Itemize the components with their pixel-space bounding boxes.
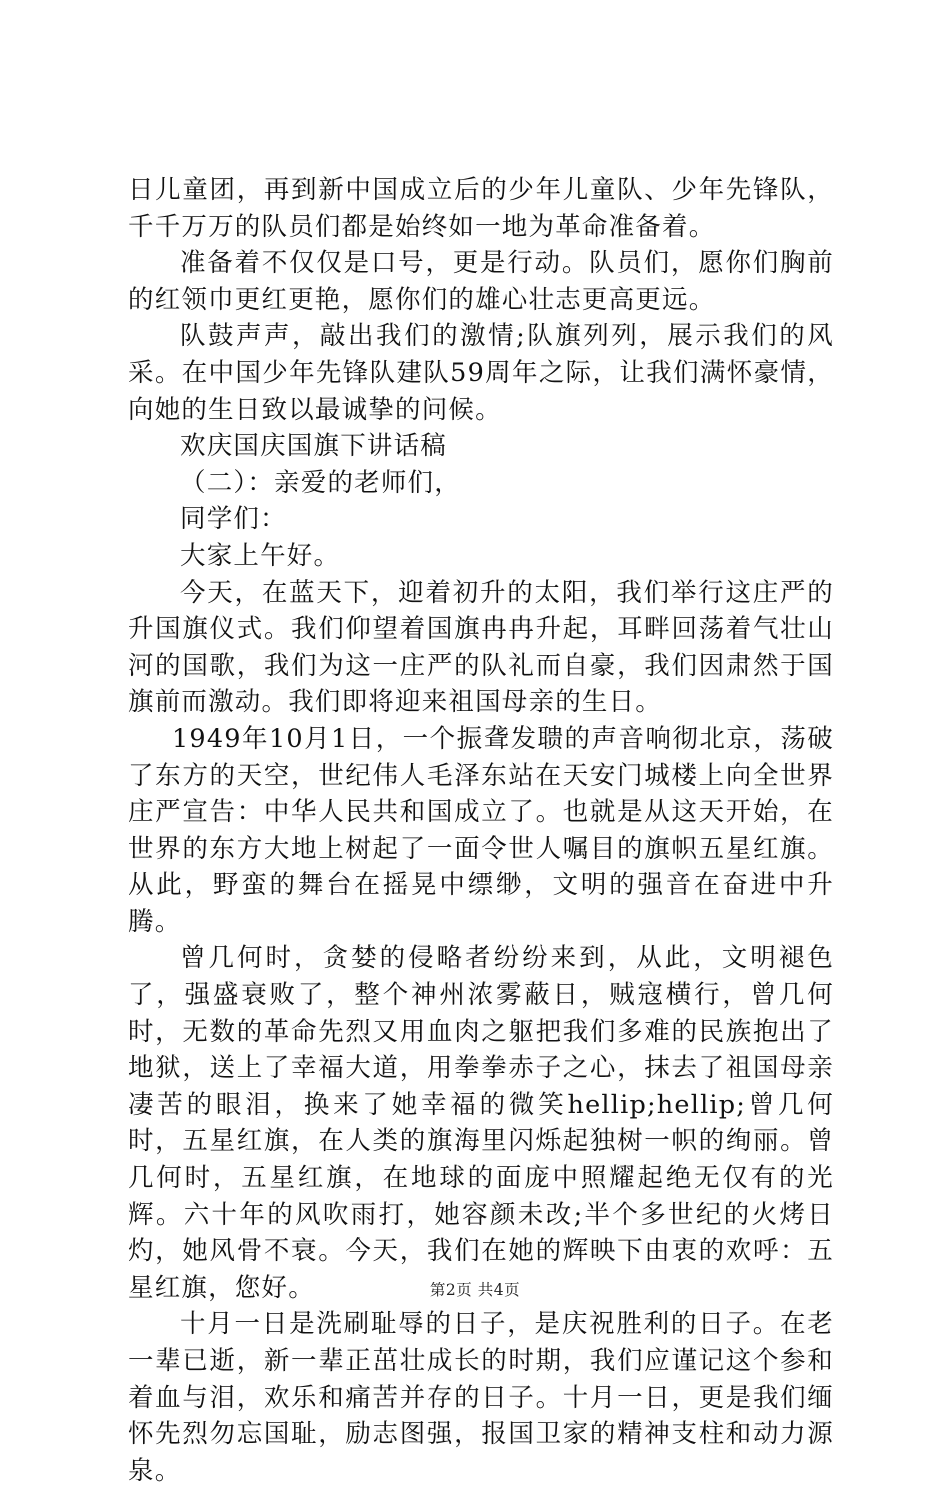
paragraph: 队鼓声声，敲出我们的激情;队旗列列，展示我们的风采。在中国少年先锋队建队59周年之际，让我们满怀豪情，向她的生日致以最诚挚的问候。 (128, 321, 834, 425)
greeting: 大家上午好。 (180, 540, 341, 571)
paragraph: 十月一日是洗刷耻辱的日子，是庆祝胜利的日子。在老一辈已逝，新一辈正茁壮成长的时期，我们应谨记这个参和着血与泪，欢乐和痛苦并存的日子。十月一日，更是我们缅怀先烈勿忘国耻，励志图强，报国卫家的精神支柱和动力源泉。 (128, 1309, 834, 1486)
paragraph: 曾几何时，贪婪的侵略者纷纷来到，从此，文明褪色了，强盛衰败了，整个神州浓雾蔽日，贼寇横行，曾几何时，无数的革命先烈又用血肉之躯把我们多难的民族抱出了地狱，送上了幸福大道，用拳拳赤子之心，抹去了祖国母亲凄苦的眼泪，换来了她幸福的微笑hellip;hellip;曾几何时，五星红旗，在人类的旗海里闪烁起独树一帜的绚丽。曾几何时，五星红旗，在地球的面庞中照耀起绝无仅有的光辉。六十年的风吹雨打，她容颜未改;半个多世纪的火烤日灼，她风骨不衰。今天，我们在她的辉映下由衷的欢呼：五星红旗，您好。 (128, 943, 834, 1303)
section-title: 欢庆国庆国旗下讲话稿 (180, 431, 448, 462)
salutation: 同学们： (180, 504, 287, 535)
page-number-footer: 第2页 共4页 (429, 1281, 521, 1299)
salutation: （二）：亲爱的老师们， (180, 467, 461, 498)
paragraph: 今天，在蓝天下，迎着初升的太阳，我们举行这庄严的升国旗仪式。我们仰望着国旗冉冉升起，耳畔回荡着气壮山河的国歌，我们为这一庄严的队礼而自豪，我们因肃然于国旗前而激动。我们即将迎来祖国母亲的生日。 (128, 577, 834, 718)
paragraph: 1949年10月1日，一个振聋发聩的声音响彻北京，荡破了东方的天空，世纪伟人毛泽东站在天安门城楼上向全世界庄严宣告：中华人民共和国成立了。也就是从这天开始，在世界的东方大地上树起了一面令世人嘱目的旗帜五星红旗。从此，野蛮的舞台在摇晃中缥缈，文明的强音在奋进中升腾。 (128, 723, 834, 937)
paragraph-continuation: 日儿童团，再到新中国成立后的少年儿童队、少年先锋队，千千万万的队员们都是始终如一地为革命准备着。 (128, 175, 834, 242)
paragraph: 准备着不仅仅是口号，更是行动。队员们，愿你们胸前的红领巾更红更艳，愿你们的雄心壮志更高更远。 (128, 248, 834, 315)
